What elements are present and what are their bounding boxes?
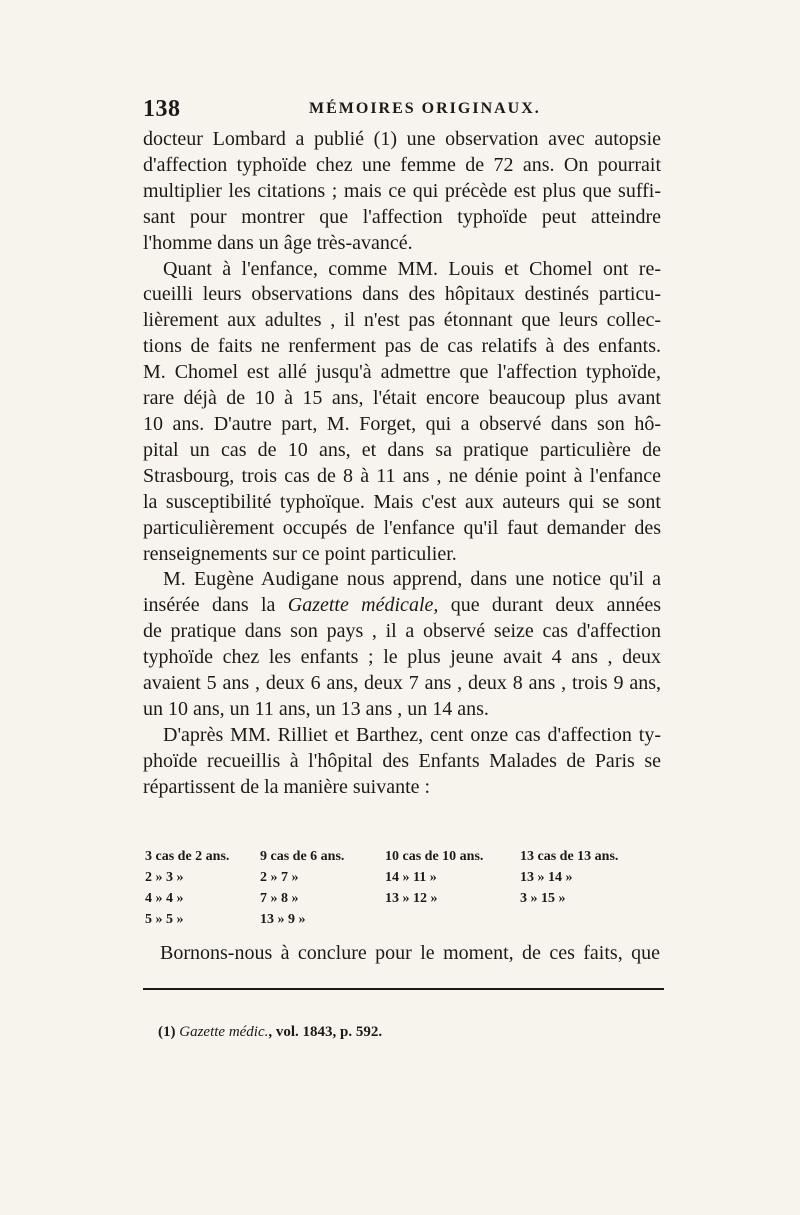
text-line: particulièrement occupés de l'enfance qu'il faut demander des — [143, 516, 661, 539]
table-cell: 3 » 15 » — [520, 891, 566, 906]
table-cell: 9 cas de 6 ans. — [260, 849, 345, 864]
text-line-with-italic — [143, 593, 661, 619]
text-line: 10 ans. D'autre part, M. Forget, qui a observé dans son hô- — [143, 412, 661, 435]
paragraph-1 — [143, 127, 661, 257]
text-line: avaient 5 ans , deux 6 ans, deux 7 ans , deux 8 ans , trois 9 ans, — [143, 672, 661, 695]
table-row — [145, 909, 665, 930]
text-line: lièrement aux adultes , il n'est pas étonnant que leurs collec- — [143, 309, 661, 332]
text-line: typhoïde chez les enfants ; le plus jeune avait 4 ans , deux — [143, 646, 661, 669]
text-line: tions de faits ne renferment pas de cas relatifs à des enfants. — [143, 335, 661, 358]
table-cell: 13 » 14 » — [520, 870, 573, 885]
footnote-divider — [143, 988, 664, 990]
footnote-marker: (1) — [158, 1024, 180, 1040]
body-text — [143, 127, 661, 801]
text-line: d'affection typhoïde chez une femme de 72 ans. On pourrait — [143, 153, 661, 176]
footnote-citation: , vol. 1843, p. 592. — [268, 1024, 383, 1040]
table-cell: 13 » 12 » — [385, 891, 438, 906]
text-fragment: insérée dans la — [143, 594, 288, 617]
table-cell: 4 » 4 » — [145, 891, 184, 906]
text-line: D'après MM. Rilliet et Barthez, cent onze cas d'affection ty- — [163, 723, 661, 746]
text-line: Quant à l'enfance, comme MM. Louis et Chomel ont re- — [163, 257, 661, 280]
table-cell: 7 » 8 » — [260, 891, 299, 906]
text-line: pital un cas de 10 ans, et dans sa pratique particulière de — [143, 438, 661, 461]
text-line: Strasbourg, trois cas de 8 à 11 ans , ne dénie point à l'enfance — [143, 464, 661, 487]
text-line: multiplier les citations ; mais ce qui précède est plus que suffi- — [143, 179, 661, 202]
closing-line: Bornons-nous à conclure pour le moment, de ces faits, que — [160, 942, 660, 964]
table-cell: 2 » 3 » — [145, 870, 184, 885]
footnote — [158, 1024, 382, 1041]
text-line: docteur Lombard a publié (1) une observation avec autopsie — [143, 128, 661, 150]
text-line: renseignements sur ce point particulier. — [143, 542, 457, 565]
text-line: M. Eugène Audigane nous apprend, dans une notice qu'il a — [163, 568, 661, 591]
text-line: de pratique dans son pays , il a observé seize cas d'affection — [143, 620, 661, 643]
paragraph-3 — [143, 567, 661, 722]
table-row — [145, 888, 665, 909]
table-cell: 10 cas de 10 ans. — [385, 849, 484, 864]
table-cell: 13 » 9 » — [260, 912, 306, 927]
text-fragment: que durant deux années — [438, 594, 661, 617]
table-row — [145, 867, 665, 888]
text-line: cueilli leurs observations dans des hôpitaux destinés particu- — [143, 283, 661, 306]
paragraph-2 — [143, 257, 661, 568]
running-title: MÉMOIRES ORIGINAUX. — [309, 100, 541, 117]
table-row — [145, 846, 665, 867]
page-number: 138 — [143, 96, 181, 122]
text-line: M. Chomel est allé jusqu'à admettre que l'affection typhoïde, — [143, 361, 661, 384]
table-cell: 13 cas de 13 ans. — [520, 849, 619, 864]
age-distribution-table — [145, 846, 665, 930]
text-line: rare déjà de 10 à 15 ans, l'était encore beaucoup plus avant — [143, 387, 661, 410]
table-cell: 2 » 7 » — [260, 870, 299, 885]
journal-title-italic: Gazette médicale, — [287, 594, 439, 617]
footnote-journal-title: Gazette médic. — [179, 1024, 269, 1040]
text-line: phoïde recueillis à l'hôpital des Enfants Malades de Paris se — [143, 749, 661, 772]
table-cell: 5 » 5 » — [145, 912, 184, 927]
text-line: l'homme dans un âge très-avancé. — [143, 231, 413, 254]
text-line: répartissent de la manière suivante : — [143, 775, 431, 798]
paragraph-4 — [143, 723, 661, 801]
text-line: sant pour montrer que l'affection typhoïde peut atteindre — [143, 205, 661, 228]
table-cell: 14 » 11 » — [385, 870, 437, 885]
text-line: la susceptibilité typhoïque. Mais c'est aux auteurs qui se sont — [143, 490, 661, 513]
text-line: un 10 ans, un 11 ans, un 13 ans , un 14 ans. — [143, 697, 489, 720]
page-header — [143, 96, 661, 126]
table-cell: 3 cas de 2 ans. — [145, 849, 230, 864]
